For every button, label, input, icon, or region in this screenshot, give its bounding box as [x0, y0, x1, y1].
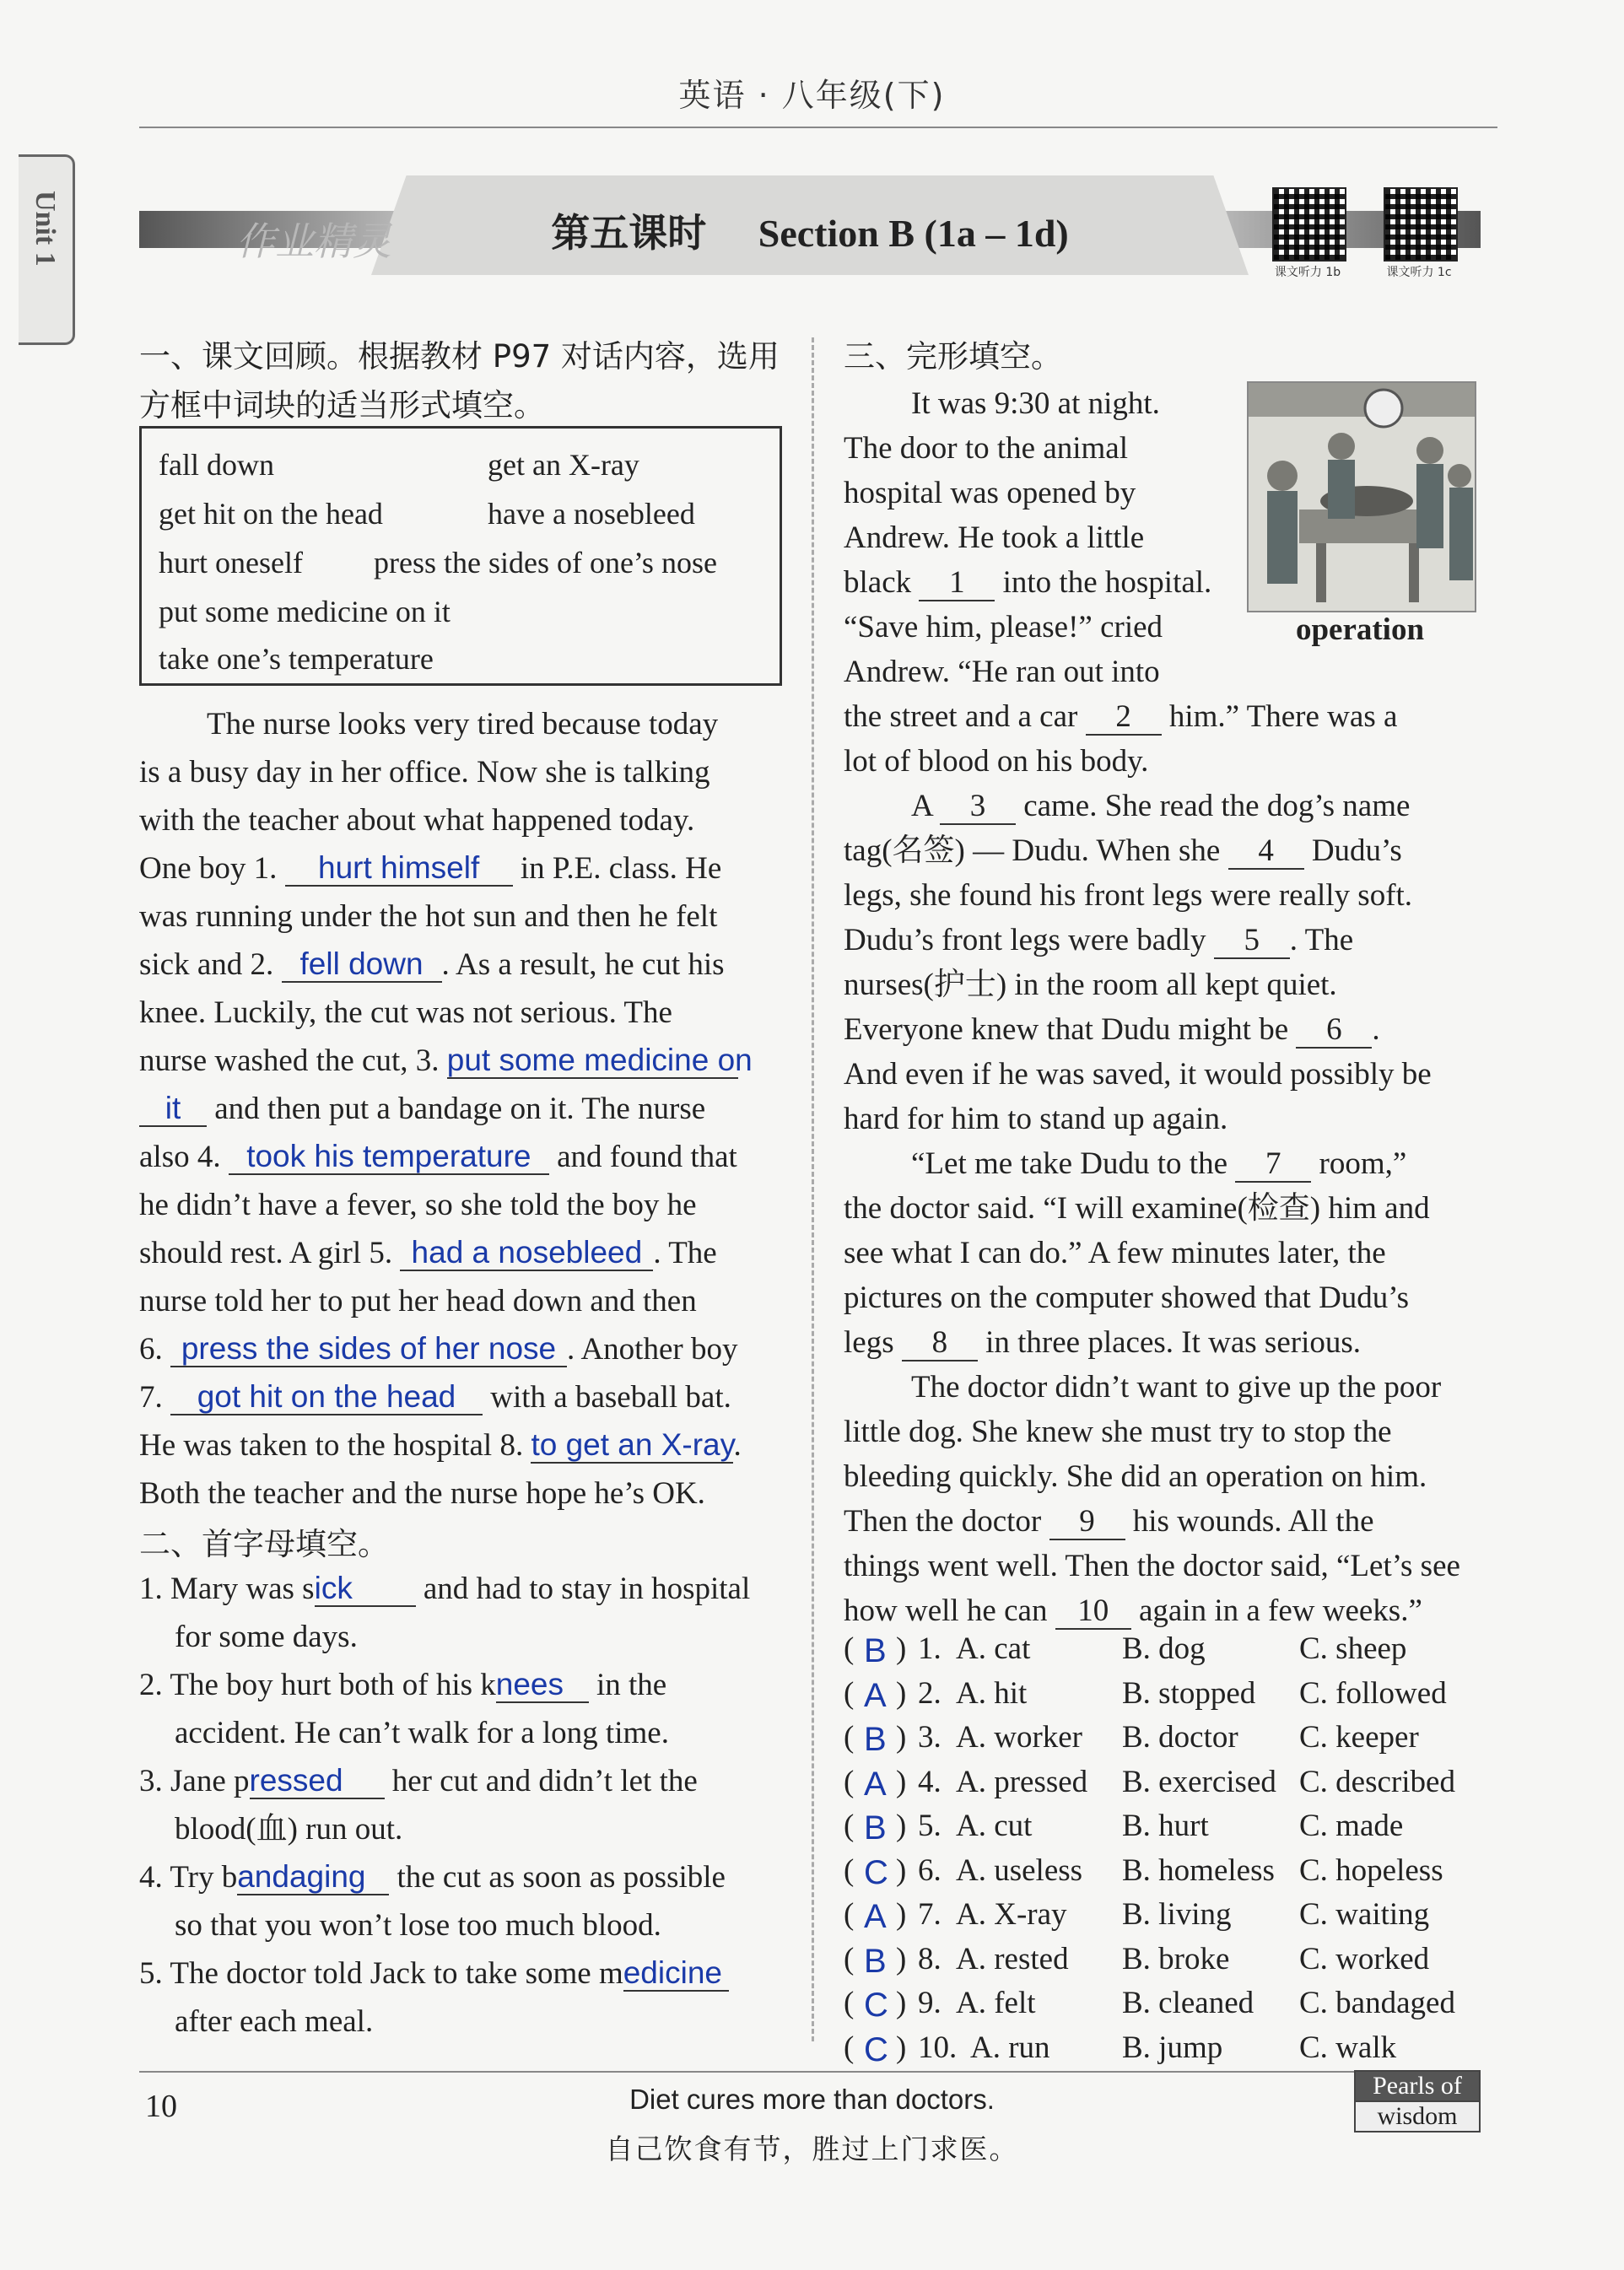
paren-open: (	[844, 1897, 855, 1932]
word-chip: take one’s temperature	[159, 642, 434, 676]
option-c[interactable]: C. worked	[1299, 1941, 1430, 1976]
cloze-blank-7[interactable]: 7	[1235, 1147, 1311, 1183]
cloze-line: how well he can 10 again in a few weeks.”	[844, 1593, 1422, 1628]
option-b[interactable]: B. jump	[1122, 2030, 1223, 2065]
option-b[interactable]: B. cleaned	[1122, 1986, 1254, 2020]
cloze-line: legs 8 in three places. It was serious.	[844, 1325, 1361, 1360]
cloze-line: black 1 into the hospital.	[844, 565, 1212, 600]
lesson-title	[371, 202, 1249, 258]
option-c[interactable]: C. hopeless	[1299, 1852, 1443, 1888]
option-b[interactable]: B. broke	[1122, 1941, 1230, 1976]
paren-close: )	[896, 2030, 907, 2065]
column-divider	[812, 337, 814, 2041]
option-row	[844, 1719, 1485, 1763]
option-row	[844, 1675, 1485, 1719]
section2-heading: 二、首字母填空。	[139, 1526, 389, 1562]
passage-line: 6. press the sides of her nose . Another boy	[139, 1331, 738, 1367]
cloze-line: The door to the animal	[844, 431, 1129, 466]
option-b[interactable]: B. hurt	[1122, 1809, 1209, 1843]
option-answer[interactable]: A	[864, 1676, 887, 1714]
paren-close: )	[896, 1809, 907, 1843]
paren-open: (	[844, 1986, 855, 2020]
qr-code-1c[interactable]	[1384, 187, 1458, 262]
passage-line: 7. got hit on the head with a baseball bat.	[139, 1379, 731, 1415]
option-a[interactable]: A. rested	[956, 1941, 1069, 1976]
pearls-top: Pearls of	[1356, 2072, 1479, 2100]
cloze-blank-8[interactable]: 8	[902, 1326, 978, 1361]
option-c[interactable]: C. keeper	[1299, 1720, 1419, 1755]
paren-close: )	[896, 1675, 907, 1711]
quote-english: Diet cures more than doctors.	[629, 2084, 995, 2115]
option-row	[844, 1808, 1485, 1852]
answer-blank-8[interactable]: to get an X-ray	[531, 1427, 736, 1462]
option-row	[844, 1896, 1485, 1940]
option-a[interactable]: A. hit	[956, 1675, 1028, 1711]
pearls-bottom: wisdom	[1356, 2100, 1479, 2131]
option-answer[interactable]: C	[864, 1987, 888, 2024]
cloze-line: It was 9:30 at night.	[911, 386, 1160, 421]
answer-blank-3-cont[interactable]: it	[139, 1092, 207, 1127]
option-c[interactable]: C. sheep	[1299, 1631, 1407, 1666]
cloze-line: nurses(护士) in the room all kept quiet.	[844, 968, 1337, 1002]
option-c[interactable]: C. made	[1299, 1809, 1404, 1843]
fill-blank[interactable]: ick	[315, 1572, 416, 1607]
option-number: 5.	[918, 1809, 941, 1843]
option-number: 1.	[918, 1631, 941, 1666]
cloze-line: hard for him to stand up again.	[844, 1102, 1228, 1136]
pearls-of-wisdom-badge	[1354, 2070, 1481, 2133]
cloze-passage	[844, 380, 1476, 1628]
cloze-line: The doctor didn’t want to give up the poor	[911, 1370, 1442, 1405]
paren-close: )	[896, 1852, 907, 1888]
passage-line: He was taken to the hospital 8. to get an X-ray.	[139, 1427, 742, 1463]
paren-close: )	[896, 1631, 907, 1666]
lesson-title-cn: 第五课时	[551, 210, 707, 256]
option-a[interactable]: A. pressed	[956, 1764, 1088, 1799]
passage-line: One boy 1. hurt himself in P.E. class. He	[139, 850, 722, 886]
section3-heading: 三、完形填空。	[844, 338, 1062, 375]
option-c[interactable]: C. bandaged	[1299, 1986, 1455, 2020]
qr-label-1c: 课文听力 1c	[1386, 266, 1452, 279]
page-number: 10	[145, 2089, 177, 2124]
fill-item-cont: so that you won’t lose too much blood.	[175, 1908, 661, 1943]
unit-tab	[19, 154, 75, 345]
option-a[interactable]: A. run	[970, 2030, 1050, 2065]
cloze-blank-9[interactable]: 9	[1049, 1505, 1125, 1540]
fill-item-cont: blood(血) run out.	[175, 1812, 403, 1847]
option-b[interactable]: B. exercised	[1122, 1764, 1276, 1799]
paren-close: )	[896, 1897, 907, 1932]
option-number: 3.	[918, 1720, 941, 1755]
section2-items	[139, 1565, 777, 2037]
passage-line: it and then put a bandage on it. The nurse	[139, 1085, 705, 1133]
word-chip: fall down	[159, 448, 274, 482]
passage-line: The nurse looks very tired because today	[207, 707, 719, 741]
option-b[interactable]: B. dog	[1122, 1631, 1206, 1666]
fill-item: 1. Mary was sick and had to stay in hospital	[139, 1571, 751, 1606]
answer-blank-2[interactable]: fell down	[282, 947, 442, 983]
fill-blank[interactable]: edicine	[623, 1956, 729, 1992]
fill-item: 3. Jane pressed her cut and didn’t let the	[139, 1763, 698, 1798]
option-answer[interactable]: A	[864, 1765, 887, 1803]
option-row	[844, 1852, 1485, 1896]
answer-blank-1[interactable]: hurt himself	[285, 851, 513, 887]
answer-blank-7[interactable]: got hit on the head	[170, 1380, 483, 1415]
answer-blank-5[interactable]: had a nosebleed	[400, 1236, 653, 1271]
paren-open: (	[844, 1809, 855, 1843]
cloze-line: things went well. Then the doctor said, “Let’s see	[844, 1549, 1460, 1583]
option-answer[interactable]: B	[864, 1721, 887, 1758]
fill-item-cont: for some days.	[175, 1620, 358, 1654]
passage-line: was running under the hot sun and then he felt	[139, 899, 718, 934]
paren-open: (	[844, 1720, 855, 1755]
cloze-line: pictures on the computer showed that Dudu’s	[844, 1281, 1409, 1315]
option-answer[interactable]: B	[864, 1632, 887, 1669]
word-chip: hurt oneself	[159, 546, 303, 580]
passage-line: nurse washed the cut, 3. put some medicine on	[139, 1043, 753, 1078]
option-a[interactable]: A. X-ray	[956, 1897, 1067, 1932]
cloze-line: see what I can do.” A few minutes later, the	[844, 1236, 1386, 1270]
cloze-line: Andrew. “He ran out into	[844, 655, 1160, 689]
cloze-blank-1[interactable]: 1	[919, 566, 995, 601]
option-number: 10.	[918, 2030, 958, 2065]
option-a[interactable]: A. cut	[956, 1809, 1033, 1843]
option-answer[interactable]: B	[864, 1809, 887, 1847]
cloze-line: Then the doctor 9 his wounds. All the	[844, 1504, 1374, 1539]
lesson-title-en: Section B (1a – 1d)	[758, 212, 1069, 255]
option-b[interactable]: B. doctor	[1122, 1720, 1238, 1755]
word-chip: have a nosebleed	[488, 497, 695, 531]
option-b[interactable]: B. stopped	[1122, 1675, 1256, 1711]
paren-close: )	[896, 1720, 907, 1755]
section1-passage	[139, 700, 777, 1527]
cloze-line: “Save him, please!” cried	[844, 610, 1163, 644]
footer-divider	[139, 2071, 1476, 2073]
passage-line: also 4. took his temperature and found that	[139, 1139, 737, 1174]
option-number: 6.	[918, 1852, 941, 1888]
option-a[interactable]: A. worker	[956, 1720, 1083, 1755]
fill-item: 2. The boy hurt both of his knees in the	[139, 1667, 667, 1702]
word-chip: get hit on the head	[159, 497, 383, 531]
passage-line: Both the teacher and the nurse hope he’s OK.	[139, 1476, 705, 1511]
section1-heading-2: 方框中词块的适当形式填空。	[139, 387, 545, 423]
option-b[interactable]: B. homeless	[1122, 1852, 1275, 1888]
cloze-blank-2[interactable]: 2	[1086, 700, 1162, 736]
paren-open: (	[844, 2030, 855, 2065]
option-a[interactable]: A. cat	[956, 1631, 1031, 1666]
answer-blank-6[interactable]: press the sides of her nose	[170, 1332, 567, 1367]
option-c[interactable]: C. waiting	[1299, 1897, 1430, 1932]
paren-open: (	[844, 1631, 855, 1666]
qr-label-1b: 课文听力 1b	[1274, 266, 1341, 279]
fill-blank[interactable]: andaging	[237, 1860, 389, 1895]
quote-chinese: 自己饮食有节，胜过上门求医。	[605, 2133, 1019, 2165]
cloze-line: Everyone knew that Dudu might be 6 .	[844, 1012, 1380, 1047]
fill-item: 4. Try bandaging the cut as soon as possible	[139, 1859, 726, 1895]
cloze-line: Dudu’s front legs were badly 5 . The	[844, 923, 1354, 957]
option-answer[interactable]: B	[864, 1942, 887, 1980]
cloze-line: “Let me take Dudu to the 7 room,”	[911, 1146, 1407, 1181]
passage-line: is a busy day in her office. Now she is talking	[139, 755, 710, 790]
paren-close: )	[896, 1941, 907, 1976]
fill-item-cont: accident. He can’t walk for a long time.	[175, 1716, 669, 1750]
cloze-line: A 3 came. She read the dog’s name	[911, 789, 1411, 823]
option-number: 2.	[918, 1675, 941, 1711]
option-number: 4.	[918, 1764, 941, 1799]
word-chip: put some medicine on it	[159, 595, 451, 628]
fill-item-cont: after each meal.	[175, 2004, 374, 2039]
cloze-blank-3[interactable]: 3	[940, 790, 1016, 825]
watermark: 作业精灵	[236, 218, 391, 264]
cloze-line: little dog. She knew she must try to stop the	[844, 1415, 1392, 1449]
option-row	[844, 1985, 1485, 2029]
option-number: 9.	[918, 1986, 941, 2020]
fill-blank[interactable]: ressed	[250, 1764, 385, 1799]
option-row	[844, 1941, 1485, 1985]
cloze-line: the doctor said. “I will examine(检查) him and	[844, 1191, 1430, 1226]
answer-blank-4[interactable]: took his temperature	[229, 1140, 549, 1175]
unit-tab-label: Unit 1	[30, 191, 61, 267]
word-box	[139, 426, 782, 686]
fill-blank[interactable]: nees	[496, 1668, 589, 1703]
paren-open: (	[844, 1675, 855, 1711]
paren-close: )	[896, 1764, 907, 1799]
cloze-line: lot of blood on his body.	[844, 744, 1149, 779]
passage-line: nurse told her to put her head down and then	[139, 1284, 697, 1318]
option-number: 8.	[918, 1941, 941, 1976]
photo-caption: operation	[1295, 612, 1425, 647]
paren-open: (	[844, 1764, 855, 1799]
page-header-title: 英语 · 八年级(下)	[678, 77, 946, 114]
cloze-blank-6[interactable]: 6	[1296, 1013, 1372, 1049]
option-answer[interactable]: C	[864, 1853, 888, 1891]
cloze-options	[844, 1631, 1485, 2069]
option-answer[interactable]: A	[864, 1898, 887, 1935]
option-answer[interactable]: C	[864, 2030, 888, 2068]
answer-blank-3[interactable]: put some medicine on	[446, 1043, 753, 1077]
passage-line: sick and 2. fell down . As a result, he cut his	[139, 946, 725, 982]
passage-line: should rest. A girl 5. had a nosebleed . The	[139, 1235, 717, 1270]
paren-open: (	[844, 1941, 855, 1976]
option-row	[844, 1631, 1485, 1674]
cloze-line: legs, she found his front legs were really soft.	[844, 878, 1413, 913]
option-c[interactable]: C. walk	[1299, 2030, 1397, 2065]
section1-heading-1: 一、课文回顾。根据教材 P97 对话内容，选用	[139, 338, 780, 375]
cloze-blank-10[interactable]: 10	[1055, 1594, 1131, 1630]
word-chip: press the sides of one’s nose	[374, 546, 717, 580]
cloze-line: bleeding quickly. She did an operation on him.	[844, 1459, 1427, 1494]
cloze-line: the street and a car 2 him.” There was a	[844, 699, 1398, 734]
fill-item: 5. The doctor told Jack to take some medicine	[139, 1949, 729, 1998]
cloze-blank-4[interactable]: 4	[1228, 834, 1304, 870]
paren-open: (	[844, 1852, 855, 1888]
qr-code-1b[interactable]	[1272, 187, 1346, 262]
cloze-line: tag(名签) — Dudu. When she 4 Dudu’s	[844, 833, 1402, 868]
option-c[interactable]: C. followed	[1299, 1675, 1447, 1711]
option-row	[844, 2030, 1485, 2073]
passage-line: knee. Luckily, the cut was not serious. The	[139, 995, 672, 1030]
word-chip: get an X-ray	[488, 448, 639, 482]
option-a[interactable]: A. felt	[956, 1986, 1036, 2020]
option-a[interactable]: A. useless	[956, 1852, 1083, 1888]
passage-line: he didn’t have a fever, so she told the boy he	[139, 1188, 697, 1222]
cloze-line: Andrew. He took a little	[844, 520, 1145, 555]
option-b[interactable]: B. living	[1122, 1897, 1232, 1932]
cloze-line: hospital was opened by	[844, 476, 1136, 510]
paren-close: )	[896, 1986, 907, 2020]
option-row	[844, 1764, 1485, 1808]
cloze-line: And even if he was saved, it would possibly be	[844, 1057, 1432, 1092]
option-number: 7.	[918, 1897, 941, 1932]
cloze-blank-5[interactable]: 5	[1214, 924, 1290, 959]
passage-line: with the teacher about what happened today.	[139, 803, 695, 838]
header-divider	[139, 127, 1497, 128]
option-c[interactable]: C. described	[1299, 1764, 1455, 1799]
